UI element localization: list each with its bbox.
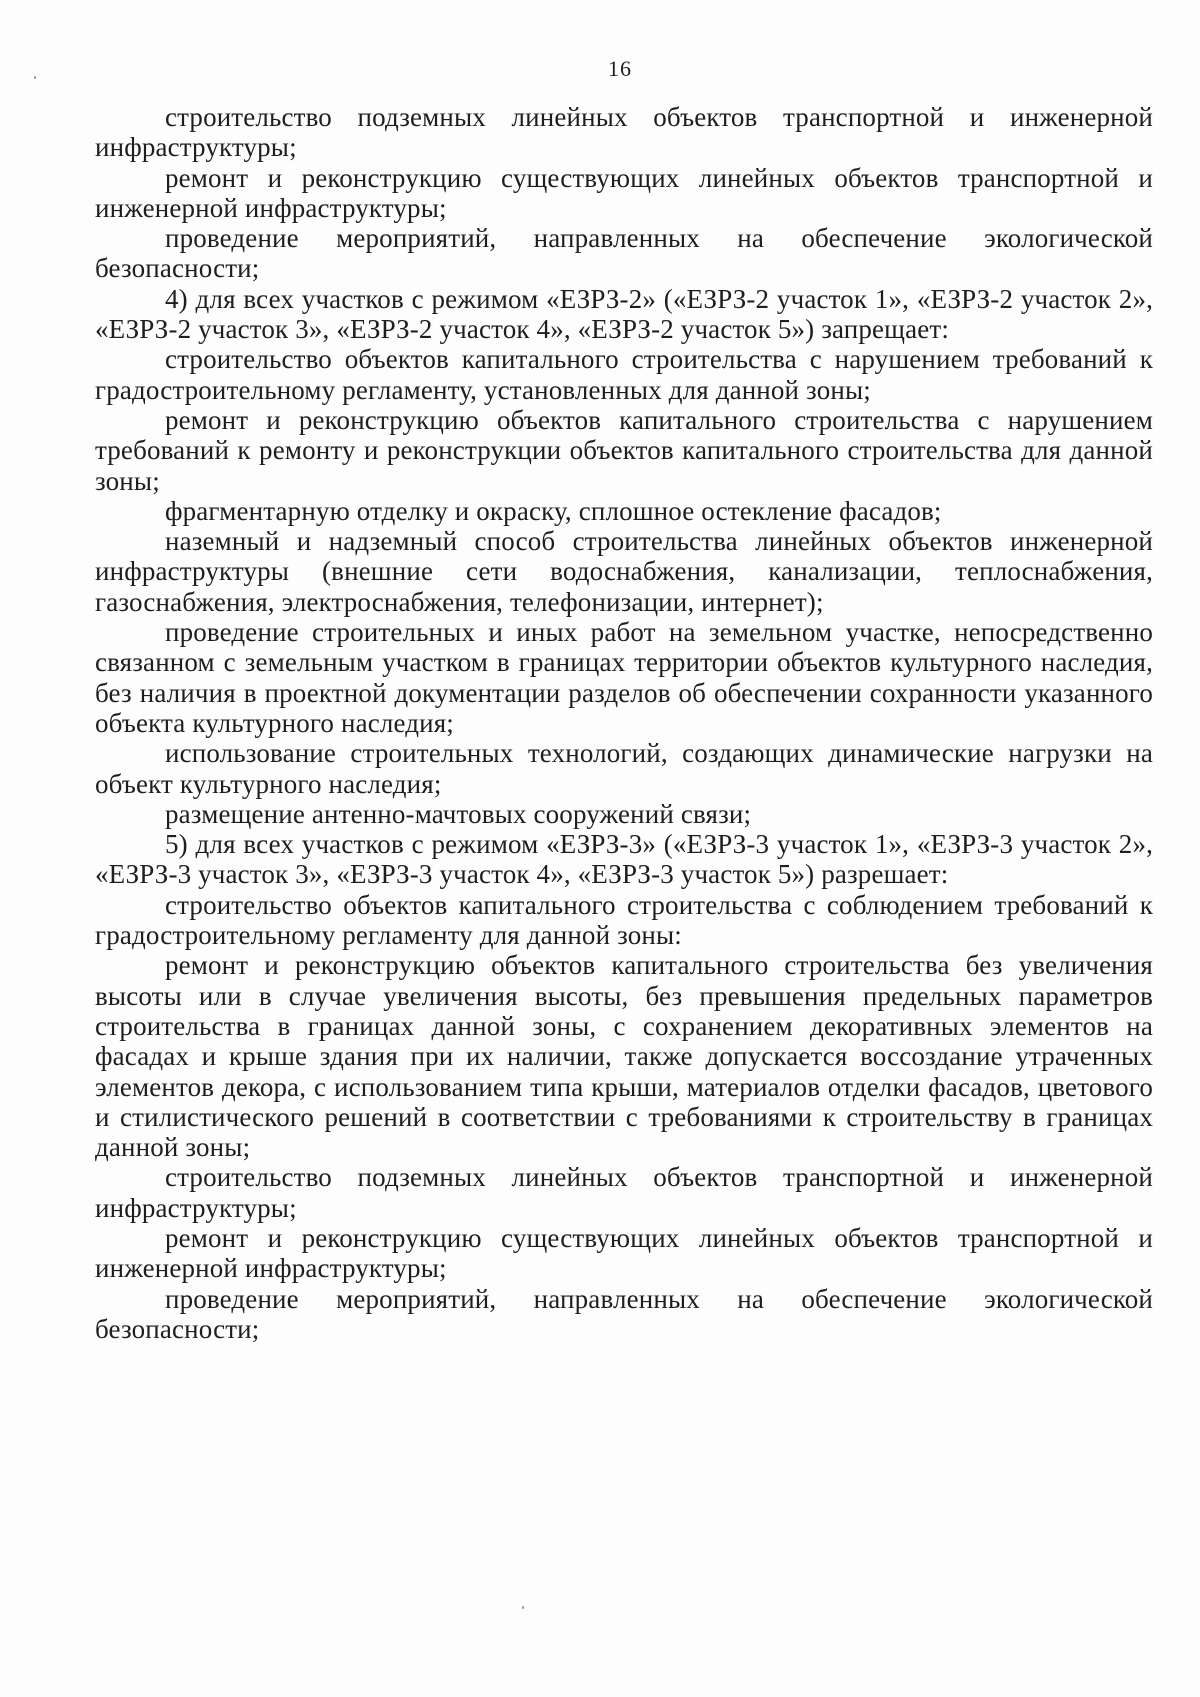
paragraph: ремонт и реконструкцию существующих линейных объектов транспортной и инженерной инфраструктуры; bbox=[95, 1222, 1153, 1284]
paragraph: проведение мероприятий, направленных на обеспечение экологической безопасности; bbox=[95, 1283, 1153, 1344]
scan-speck bbox=[522, 1606, 524, 1609]
paragraph: 4) для всех участков с режимом «ЕЗРЗ-2» («ЕЗРЗ-2 участок 1», «ЕЗРЗ-2 участок 2», «ЕЗРЗ-2 участок 3», «ЕЗРЗ-2 участок 4», «ЕЗРЗ-2 участок 5») запрещает: bbox=[95, 283, 1153, 345]
paragraph: проведение строительных и иных работ на земельном участке, непосредственно связанном с земельным участком в границах территории объектов культурного наследия, без наличия в проектной документации разделов об обеспечении сохранности указанного объекта культурного наследия; bbox=[95, 617, 1153, 738]
paragraph: ремонт и реконструкцию существующих линейных объектов транспортной и инженерной инфраструктуры; bbox=[95, 162, 1153, 223]
paragraph: ремонт и реконструкцию объектов капитального строительства с нарушением требований к ремонту и реконструкции объектов капитального строительства для данной зоны; bbox=[95, 404, 1153, 496]
paragraph: наземный и надземный способ строительства линейных объектов инженерной инфраструктуры (внешние сети водоснабжения, канализации, теплоснабжения, газоснабжения, электроснабжения, телефонизации, интернет); bbox=[95, 526, 1153, 617]
paragraph: ремонт и реконструкцию объектов капитального строительства без увеличения высоты или в случае увеличения высоты, без превышения предельных параметров строительства в границах данной зоны, с сохранением декоративных элементов на фасадах и крыше здания при их наличии, также допускается воссоздание утраченных элементов декора, с использованием типа крыши, материалов отделки фасадов, цветового и стилистического решений в соответствии с требованиями к строительству в границах данной зоны; bbox=[95, 950, 1153, 1163]
scan-speck bbox=[34, 76, 36, 79]
page-number: 16 bbox=[608, 56, 632, 81]
paragraph: строительство объектов капитального строительства с нарушением требований к градостроительному регламенту, установленных для данной зоны; bbox=[95, 344, 1153, 405]
paragraph: проведение мероприятий, направленных на обеспечение экологической безопасности; bbox=[95, 223, 1153, 284]
paragraph: размещение антенно-мачтовых сооружений связи; bbox=[165, 798, 752, 829]
document-body bbox=[95, 102, 1153, 1344]
paragraph: строительство подземных линейных объектов транспортной и инженерной инфраструктуры; bbox=[95, 102, 1153, 163]
paragraph: использование строительных технологий, создающих динамические нагрузки на объект культурного наследия; bbox=[95, 738, 1153, 799]
paragraph: 5) для всех участков с режимом «ЕЗРЗ-3» («ЕЗРЗ-3 участок 1», «ЕЗРЗ-3 участок 2», «ЕЗРЗ-3 участок 3», «ЕЗРЗ-3 участок 4», «ЕЗРЗ-3 участок 5») разрешает: bbox=[95, 829, 1153, 890]
paragraph: строительство подземных линейных объектов транспортной и инженерной инфраструктуры; bbox=[95, 1162, 1153, 1223]
paragraph: строительство объектов капитального строительства с соблюдением требований к градостроительному регламенту для данной зоны: bbox=[95, 889, 1153, 951]
paragraph: фрагментарную отделку и окраску, сплошное остекление фасадов; bbox=[165, 495, 942, 526]
